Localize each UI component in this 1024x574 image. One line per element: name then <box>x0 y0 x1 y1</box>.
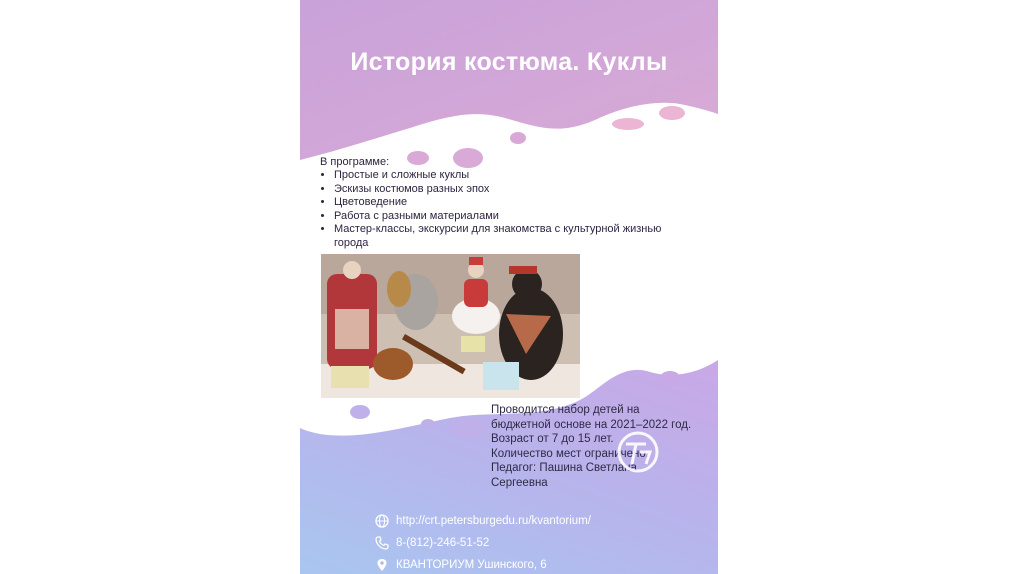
list-item: • Мастер-классы, экскурсии для знакомства с культурной жизнью города <box>334 223 684 250</box>
contacts <box>375 510 591 574</box>
page-title: История костюма. Куклы <box>350 48 668 76</box>
dolls-photo <box>321 254 580 398</box>
info-line: Возраст от 7 до 15 лет. <box>491 433 614 445</box>
phone-number: 8-(812)-246-51-52 <box>396 537 490 549</box>
poster <box>300 0 718 574</box>
program-list <box>320 169 684 251</box>
address-text: КВАНТОРИУМ Ушинского, 6 <box>396 559 547 571</box>
contact-website[interactable] <box>375 510 591 532</box>
globe-icon <box>375 514 389 528</box>
list-item: • Эскизы костюмов разных эпох <box>334 183 684 197</box>
info-line: Проводится набор детей на <box>491 404 640 416</box>
info-line: Количество мест ограничено. <box>491 447 649 460</box>
list-item: • Цветоведение <box>334 196 684 210</box>
program-intro: В программе: <box>320 156 390 168</box>
dolls-exhibition-photo-icon <box>321 254 580 398</box>
info-line: Педагог: Пашина Светлана <box>491 462 637 474</box>
info-line: Сергеевна <box>491 476 548 489</box>
location-pin-icon <box>375 558 389 572</box>
center-logo-icon <box>616 430 660 474</box>
list-item: • Работа с разными материалами <box>334 210 684 224</box>
contact-address <box>375 554 591 574</box>
list-item: • Простые и сложные куклы <box>334 169 684 183</box>
enrollment-info <box>491 403 706 490</box>
website-link[interactable]: http://crt.petersburgedu.ru/kvantorium/ <box>396 515 591 527</box>
info-line: бюджетной основе на 2021–2022 год. <box>491 418 692 431</box>
contact-phone <box>375 532 591 554</box>
phone-icon <box>375 536 389 550</box>
